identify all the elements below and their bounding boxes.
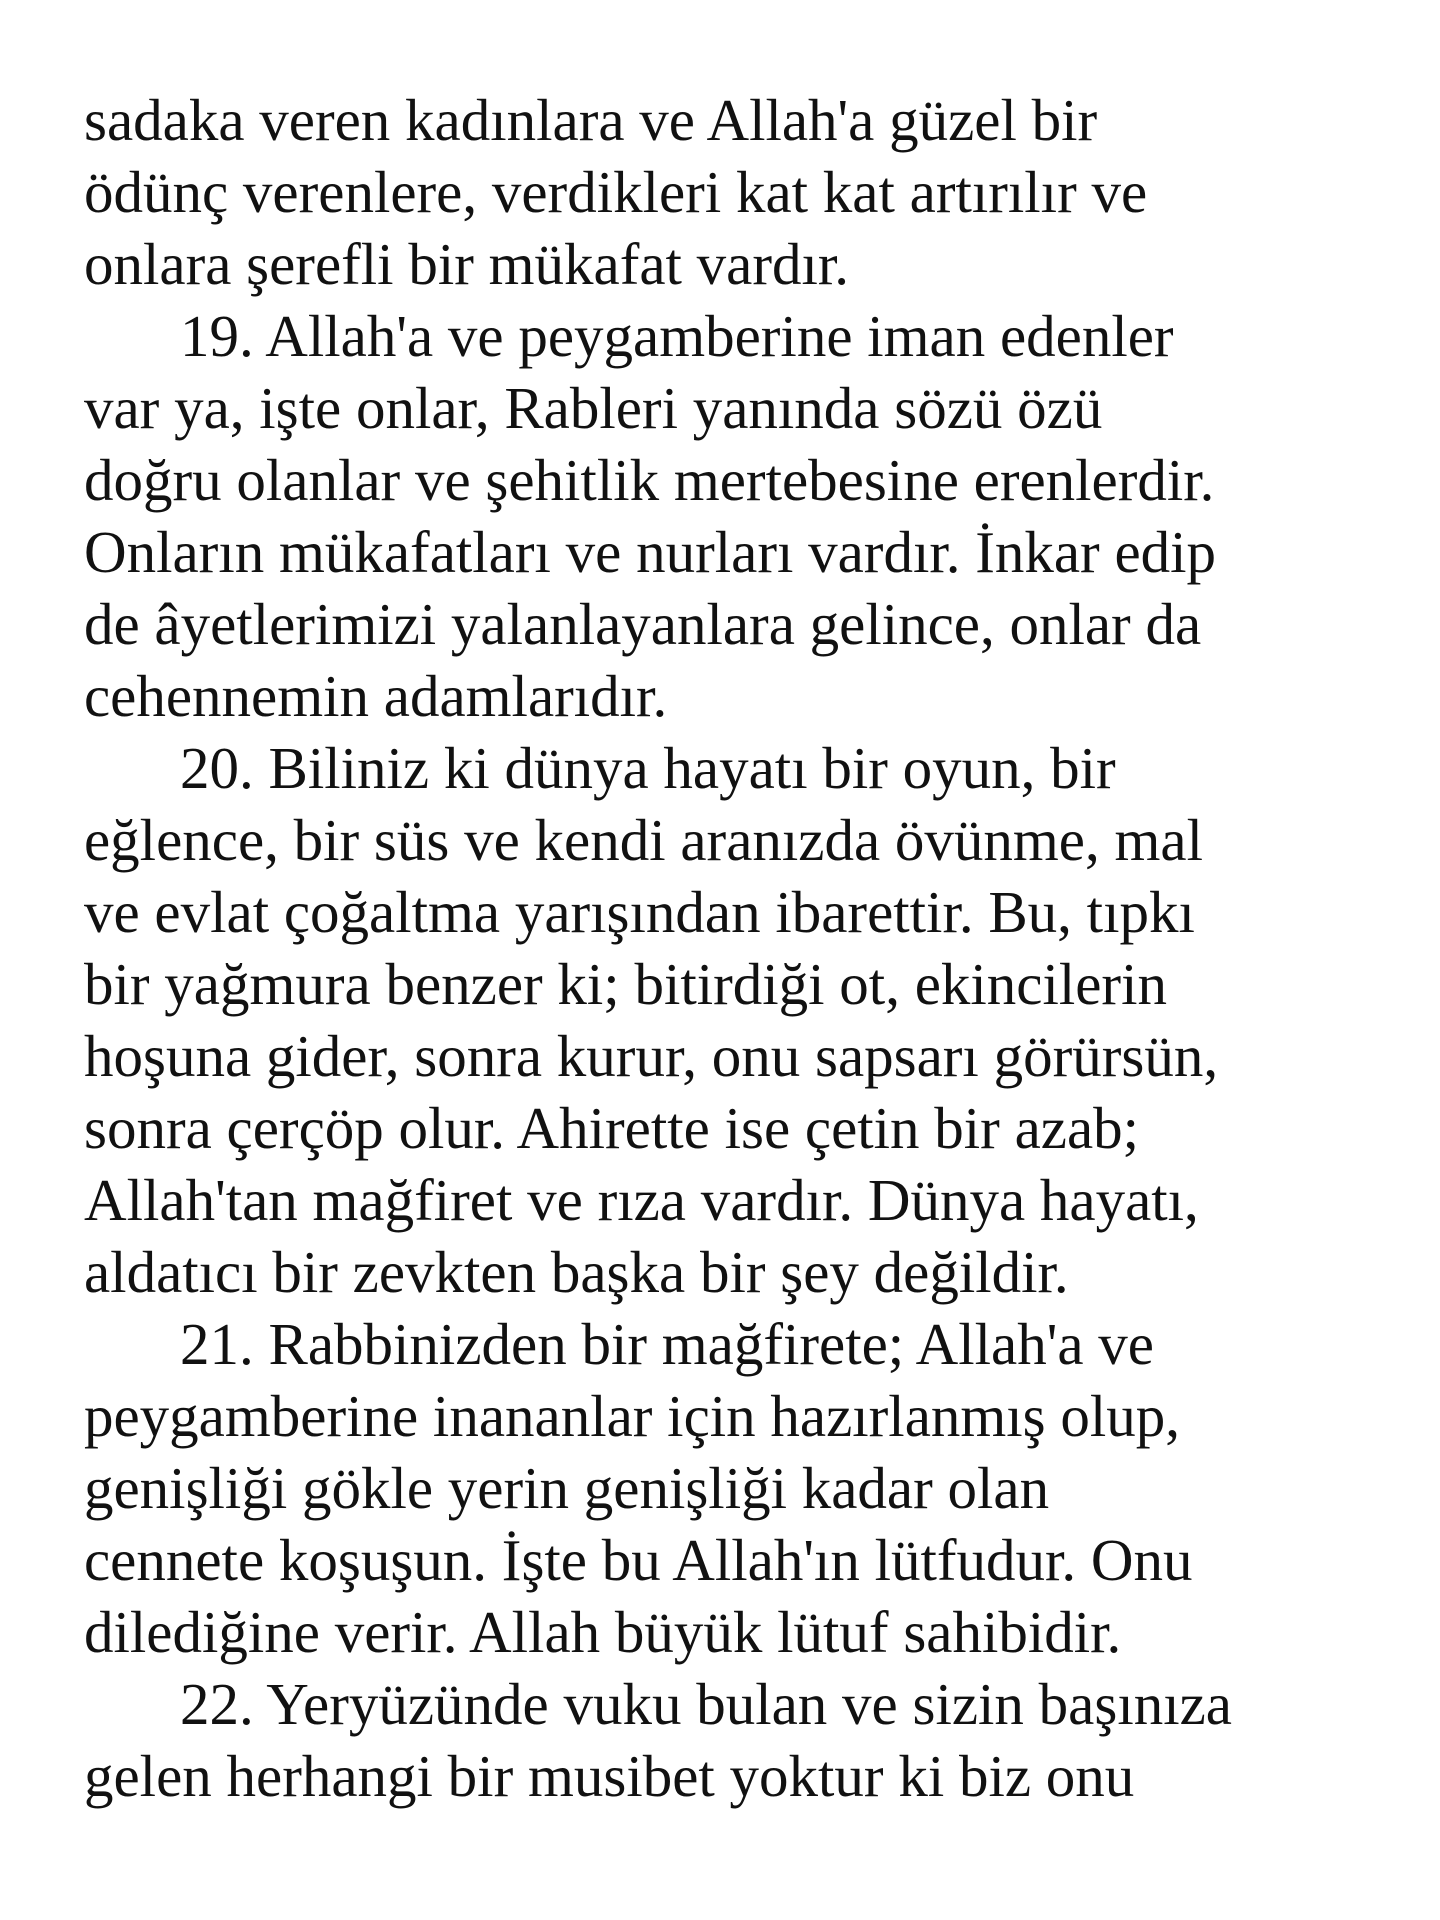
text-line: de âyetlerimizi yalanlayanlara gelince, onlar da [84, 591, 1202, 657]
text-line: cennete koşuşun. İşte bu Allah'ın lütfudur. Onu [84, 1527, 1193, 1593]
paragraph-continuation [84, 84, 1384, 300]
text-line: eğlence, bir süs ve kendi aranızda övünme, mal [84, 807, 1203, 873]
text-line: cehennemin adamlarıdır. [84, 663, 668, 729]
text-line: gelen herhangi bir musibet yoktur ki biz onu [84, 1743, 1135, 1809]
paragraph-verse-20 [84, 732, 1384, 1308]
text-line: aldatıcı bir zevkten başka bir şey değildir. [84, 1239, 1069, 1305]
text-line: genişliği gökle yerin genişliği kadar olan [84, 1455, 1050, 1521]
text-line: var ya, işte onlar, Rableri yanında sözü özü [84, 375, 1103, 441]
text-line: dilediğine verir. Allah büyük lütuf sahibidir. [84, 1599, 1122, 1665]
text-line: peygamberine inananlar için hazırlanmış olup, [84, 1383, 1181, 1449]
text-line: hoşuna gider, sonra kurur, onu sapsarı görürsün, [84, 1023, 1219, 1089]
text-line: ödünç verenlere, verdikleri kat kat artırılır ve [84, 159, 1148, 225]
text-line: onlara şerefli bir mükafat vardır. [84, 231, 850, 297]
text-line: 19. Allah'a ve peygamberine iman edenler [180, 303, 1174, 369]
text-line: sonra çerçöp olur. Ahirette ise çetin bir azab; [84, 1095, 1140, 1161]
text-line: Allah'tan mağfiret ve rıza vardır. Dünya hayatı, [84, 1167, 1199, 1233]
paragraph-verse-22 [84, 1668, 1384, 1812]
text-line: sadaka veren kadınlara ve Allah'a güzel bir [84, 87, 1098, 153]
text-line: 21. Rabbinizden bir mağfirete; Allah'a ve [180, 1311, 1154, 1377]
text-line: bir yağmura benzer ki; bitirdiği ot, ekincilerin [84, 951, 1167, 1017]
paragraph-verse-21 [84, 1308, 1384, 1668]
paragraph-verse-19 [84, 300, 1384, 732]
text-line: doğru olanlar ve şehitlik mertebesine erenlerdir. [84, 447, 1215, 513]
document-page [84, 84, 1384, 1812]
text-line: 20. Biliniz ki dünya hayatı bir oyun, bir [180, 735, 1116, 801]
text-line: Onların mükafatları ve nurları vardır. İnkar edip [84, 519, 1217, 585]
text-line: 22. Yeryüzünde vuku bulan ve sizin başınıza [180, 1671, 1232, 1737]
text-line: ve evlat çoğaltma yarışından ibarettir. Bu, tıpkı [84, 879, 1195, 945]
